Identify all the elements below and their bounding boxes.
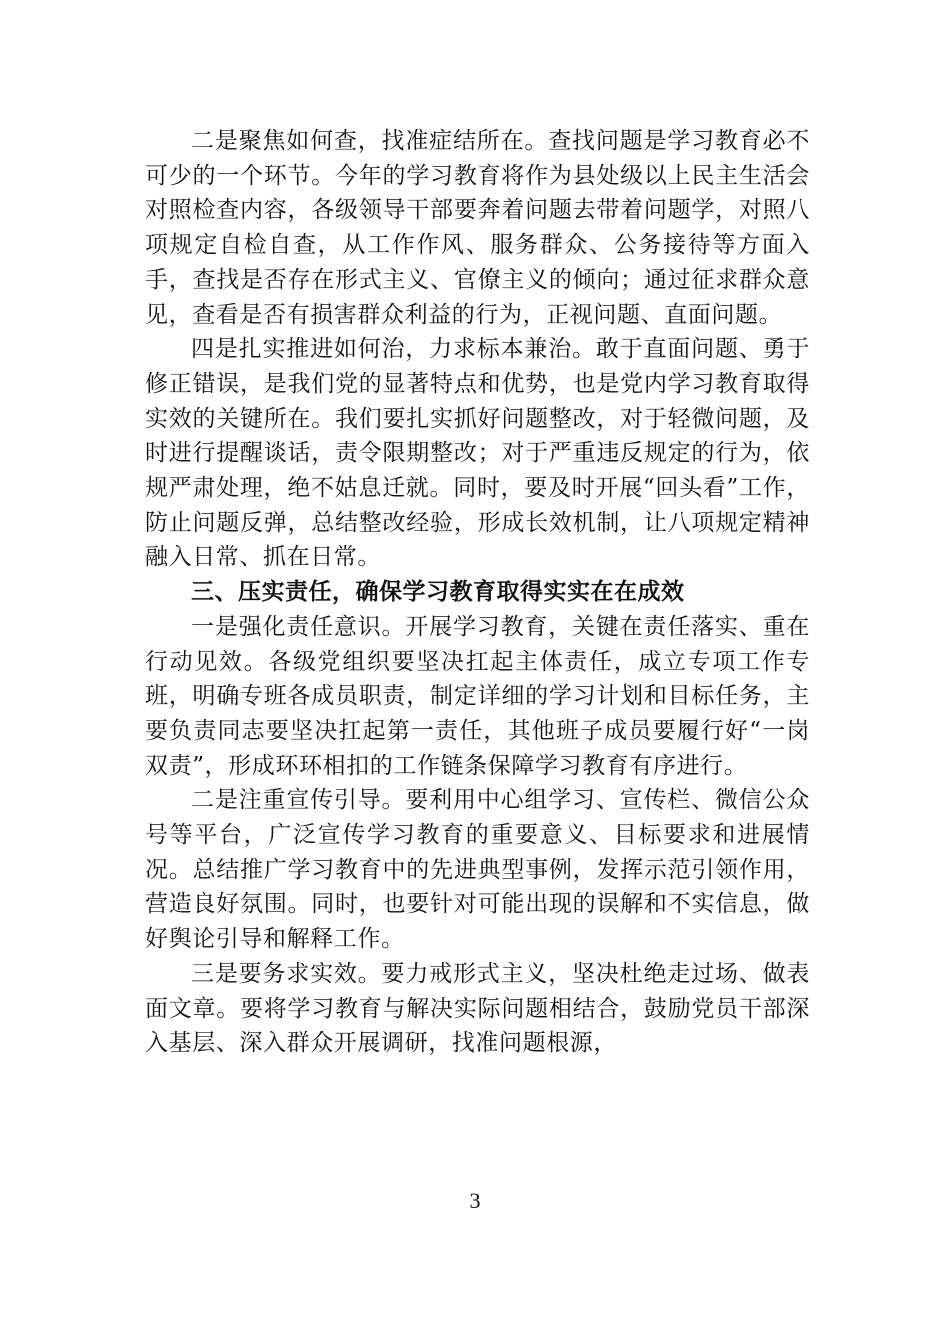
- paragraph-effectiveness: 三是要务求实效。要力戒形式主义，坚决杜绝走过场、做表面文章。要将学习教育与解决实际问题相结合，鼓励党员干部深入基层、深入群众开展调研，找准问题根源，: [145, 960, 810, 1057]
- section-heading: 三、压实责任，确保学习教育取得实实在在成效: [191, 579, 685, 606]
- page-number: 3: [469, 1188, 481, 1213]
- paragraph-publicity: 二是注重宣传引导。要利用中心组学习、宣传栏、微信公众号等平台，广泛宣传学习教育的重要意义、目标要求和进展情况。总结推广学习教育中的先进典型事例，发挥示范引领作用，营造良好氛围。同时，也要针对可能出现的误解和不实信息，做好舆论引导和解释工作。: [145, 787, 810, 953]
- paragraph-responsibility: 一是强化责任意识。开展学习教育，关键在责任落实、重在行动见效。各级党组织要坚决扛起主体责任，成立专项工作专班，明确专班各成员职责，制定详细的学习计划和目标任务，主要负责同志要坚决扛起第一责任，其他班子成员要履行好“一岗双责”，形成环环相扣的工作链条保障学习教育有序进行。: [145, 613, 810, 779]
- paragraph-find-problems: 二是聚焦如何查，找准症结所在。查找问题是学习教育必不可少的一个环节。今年的学习教育将作为县处级以上民主生活会对照检查内容，各级领导干部要奔着问题去带着问题学，对照八项规定自检自查，从工作作风、服务群众、公务接待等方面入手，查找是否存在形式主义、官僚主义的倾向；通过征求群众意见，查看是否有损害群众利益的行为，正视问题、直面问题。: [145, 128, 810, 328]
- paragraph-rectify-problems: 四是扎实推进如何治，力求标本兼治。敢于直面问题、勇于修正错误，是我们党的显著特点和优势，也是党内学习教育取得实效的关键所在。我们要扎实抓好问题整改，对于轻微问题，及时进行提醒谈话，责令限期整改；对于严重违反规定的行为，依规严肃处理，绝不姑息迁就。同时，要及时开展“回头看”工作，防止问题反弹，总结整改经验，形成长效机制，让八项规定精神融入日常、抓在日常。: [145, 336, 810, 571]
- page-content: [145, 124, 810, 1061]
